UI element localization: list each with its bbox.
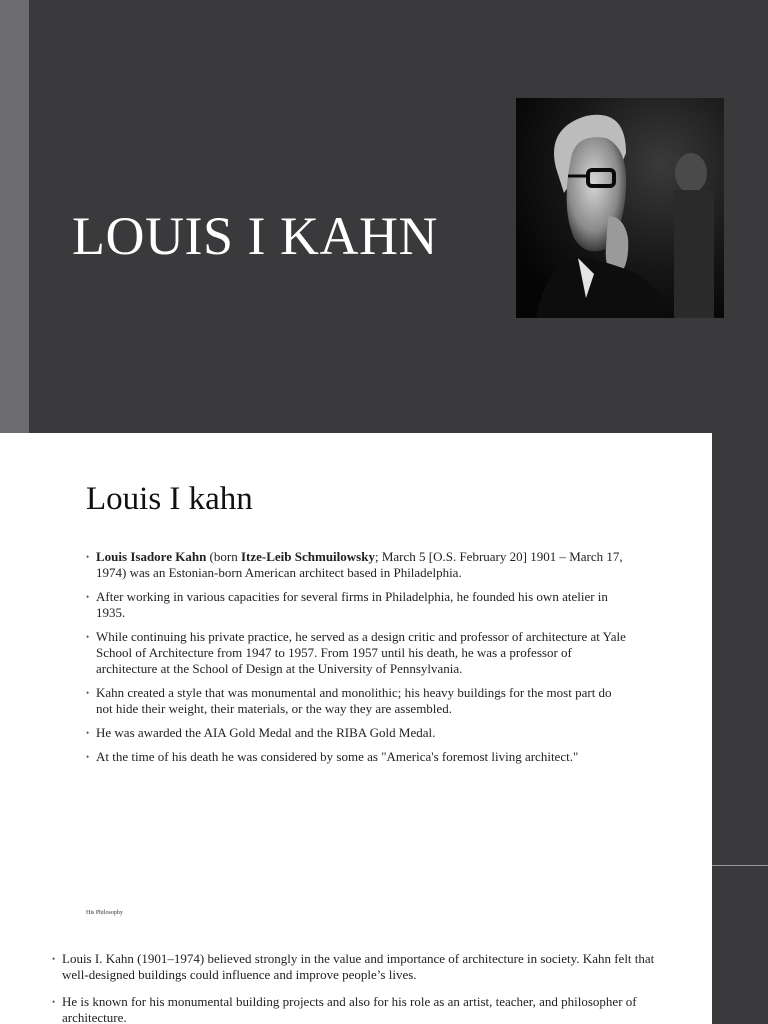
list-item-text: Kahn created a style that was monumental and monolithic; his heavy buildings for the most part do not hide their weight, their materials, or the way they are assembled. xyxy=(96,685,612,716)
list-item xyxy=(86,725,626,741)
list-item-text: He is known for his monumental building projects and also for his role as an artist, teacher, and philosopher of architecture. xyxy=(62,994,637,1024)
bullet-icon: • xyxy=(52,954,56,964)
list-item xyxy=(52,951,672,983)
bullet-icon: • xyxy=(86,632,90,642)
list-item xyxy=(86,629,626,677)
philosophy-list xyxy=(52,951,672,1024)
bullet-list xyxy=(86,549,626,773)
content-heading: Louis I kahn xyxy=(86,481,253,517)
bullet-icon: • xyxy=(52,997,56,1007)
section-caption: His Philosophy xyxy=(86,910,123,916)
list-item-text: ; March 5 [O.S. February 20] 1901 – March 17, 1974) was an Estonian-born American architect based in Philadelphia. xyxy=(96,549,623,580)
birth-name-bold: Itze-Leib Schmuilowsky xyxy=(240,549,375,564)
slide-title: LOUIS I KAHN xyxy=(72,206,438,266)
slide-accent-bar xyxy=(0,0,29,433)
list-item-text: While continuing his private practice, he served as a design critic and professor of architecture at Yale School of Architecture from 1947 to 1957. From 1957 until his death, he was a professor of architecture at the School of Design at the University of Pennsylvania. xyxy=(96,629,626,676)
bullet-icon: • xyxy=(86,688,90,698)
list-item-text: He was awarded the AIA Gold Medal and the RIBA Gold Medal. xyxy=(96,725,436,740)
list-item-text: After working in various capacities for several firms in Philadelphia, he founded his own atelier in 1935. xyxy=(96,589,608,620)
list-item-text: Louis I. Kahn (1901–1974) believed strongly in the value and importance of architecture in society. Kahn felt that well-designed buildings could influence and improve people’s lives. xyxy=(62,951,655,982)
bullet-icon: • xyxy=(86,728,90,738)
title-slide xyxy=(0,0,768,433)
divider xyxy=(712,865,768,866)
list-item xyxy=(86,685,626,717)
list-item-text: (born xyxy=(206,549,241,564)
content-slide xyxy=(0,433,712,1024)
background-strip xyxy=(712,433,768,1024)
bullet-icon: • xyxy=(86,592,90,602)
list-item xyxy=(52,994,672,1024)
name-bold: Louis Isadore Kahn xyxy=(96,549,207,564)
list-item xyxy=(86,749,626,765)
portrait-photo xyxy=(516,98,724,318)
list-item-text: At the time of his death he was considered by some as "America's foremost living architect." xyxy=(96,749,579,764)
bullet-icon: • xyxy=(86,752,90,762)
bullet-icon: • xyxy=(86,552,90,562)
list-item xyxy=(86,549,626,581)
list-item xyxy=(86,589,626,621)
